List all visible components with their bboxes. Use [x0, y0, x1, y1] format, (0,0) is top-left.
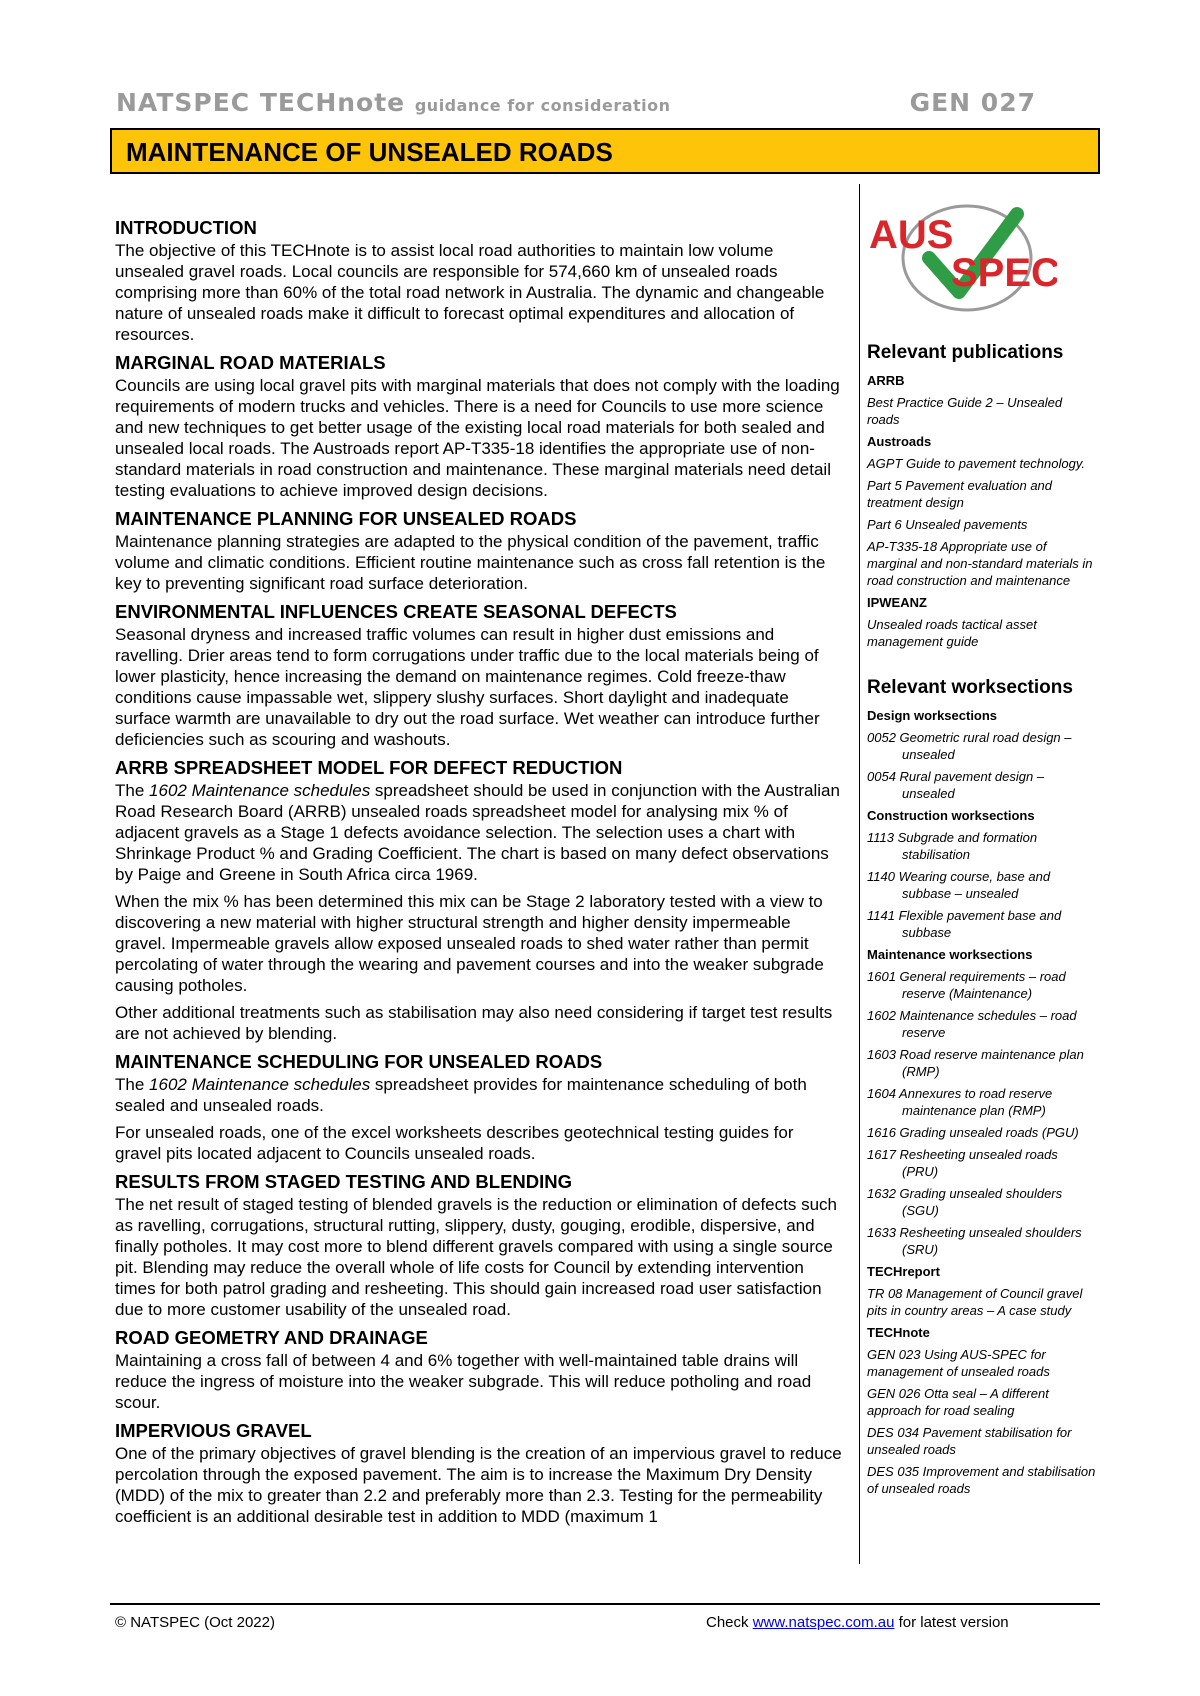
- worksection-item: 1604 Annexures to road reserve maintenance plan (RMP): [867, 1086, 1053, 1118]
- footer-check-text: Check: [706, 1614, 753, 1631]
- page-header: [116, 88, 1036, 120]
- section-paragraph: Councils are using local gravel pits with marginal materials that does not comply with the loading requirements of modern trucks and vehicles. There is a need for Councils to use more science and new techniques to get better usage of the existing local road materials for both sealed and unsealed local roads. The Austroads report AP-T335-18 identifies the appropriate use of non-standard materials in road construction and maintenance. These marginal materials need detail testing evaluations to achieve improved design decisions.: [115, 376, 840, 500]
- section-heading: ARRB SPREADSHEET MODEL FOR DEFECT REDUCTION: [115, 757, 623, 778]
- section-paragraph: For unsealed roads, one of the excel worksheets describes geotechnical testing guides for gravel pits located adjacent to Councils unsealed roads.: [115, 1123, 794, 1163]
- publications-list: [867, 372, 1097, 650]
- paragraph-text: spreadsheet should be used in conjunction with the Australian Road Research Board (ARRB) unsealed roads spreadsheet model for analysing mix % of adjacent gravels as a Stage 1 defects avoidance selection. The selection uses a chart with Shrinkage Product % and Grading Coefficient. The chart is based on many defect observations by Paige and Greene in South Africa circa 1969.: [115, 781, 840, 884]
- worksection-item: 1113 Subgrade and formation stabilisation: [867, 830, 1038, 862]
- worksection-group: Maintenance worksections: [867, 947, 1033, 962]
- publisher-name: Austroads: [867, 434, 932, 449]
- page-title: MAINTENANCE OF UNSEALED ROADS: [126, 137, 613, 167]
- publication-item: AGPT Guide to pavement technology.: [867, 456, 1085, 471]
- section-paragraph: The objective of this TECHnote is to assist local road authorities to maintain low volume unsealed gravel roads. Local councils are responsible for 574,660 km of unsealed roads comprising more than 60% of the total road network in Australia. The dynamic and changeable nature of unsealed roads make it difficult to forecast optimal expenditures and allocation of resources.: [115, 241, 825, 344]
- report-item: DES 035 Improvement and stabilisation of unsealed roads: [867, 1464, 1096, 1496]
- publication-item: Part 5 Pavement evaluation and treatment design: [867, 478, 1053, 510]
- section-paragraph: Maintaining a cross fall of between 4 and 6% together with well-maintained table drains will reduce the ingress of moisture into the weaker subgrade. This will reduce potholing and road scour.: [115, 1351, 812, 1412]
- worksection-reference: 1602 Maintenance schedules: [149, 1075, 371, 1094]
- section-paragraph: When the mix % has been determined this mix can be Stage 2 laboratory tested with a view to discovering a new material with higher structural strength and higher density impermeable gravel. Impermeable gravels allow exposed unsealed roads to shed water rather than permit percolating of water through the wearing and pavement courses and into the weaker subgrade causing potholes.: [115, 892, 824, 995]
- column-divider: [859, 184, 860, 1564]
- publication-item: Part 6 Unsealed pavements: [867, 517, 1028, 532]
- footer-tail-text: for latest version: [894, 1614, 1009, 1631]
- paragraph-text: spreadsheet provides for maintenance scheduling of both sealed and unsealed roads.: [115, 1075, 807, 1115]
- footer-copyright: © NATSPEC (Oct 2022): [115, 1614, 275, 1631]
- document-code: GEN 027: [909, 88, 1036, 117]
- section-paragraph: [115, 780, 843, 885]
- worksection-item: 1602 Maintenance schedules – road reserve: [867, 1008, 1077, 1040]
- paragraph-text: The: [115, 781, 150, 800]
- section-paragraph: Other additional treatments such as stabilisation may also need considering if target test results are not achieved by blending.: [115, 1003, 833, 1043]
- natspec-link[interactable]: www.natspec.com.au: [752, 1614, 895, 1631]
- aus-spec-logo: [867, 200, 1057, 320]
- report-item: TR 08 Management of Council gravel pits in country areas – A case study: [867, 1286, 1083, 1318]
- worksection-item: 1140 Wearing course, base and subbase – unsealed: [867, 869, 1051, 901]
- publications-heading: Relevant publications: [867, 342, 1064, 363]
- worksection-item: 1633 Resheeting unsealed shoulders (SRU): [867, 1225, 1082, 1257]
- report-item: DES 034 Pavement stabilisation for unsealed roads: [867, 1425, 1072, 1457]
- section-heading: MAINTENANCE SCHEDULING FOR UNSEALED ROADS: [115, 1051, 603, 1072]
- worksection-group: Construction worksections: [867, 808, 1035, 823]
- section-heading: ENVIRONMENTAL INFLUENCES CREATE SEASONAL DEFECTS: [115, 601, 677, 622]
- worksection-reference: 1602 Maintenance schedules: [149, 781, 371, 800]
- logo-text-spec: SPEC: [951, 251, 1057, 295]
- sidebar: [867, 200, 1097, 1502]
- worksection-item: 1617 Resheeting unsealed roads (PRU): [867, 1147, 1058, 1179]
- worksection-item: 1632 Grading unsealed shoulders (SGU): [867, 1186, 1063, 1218]
- section-paragraph: The net result of staged testing of blended gravels is the reduction or elimination of defects such as ravelling, corrugations, structural rutting, slippery, dusty, gouging, erodible, dispersive, and finally potholes. It may cost more to blend different gravels compared with using a single source pit. Blending may reduce the overall whole of life costs for Council by extending intervention times for both patrol grading and resheeting. This should gain increased road user satisfaction due to more customer usability of the unsealed road.: [115, 1195, 837, 1319]
- publication-item: Best Practice Guide 2 – Unsealed roads: [867, 395, 1063, 427]
- section-heading: IMPERVIOUS GRAVEL: [115, 1420, 312, 1441]
- section-heading: INTRODUCTION: [115, 217, 257, 238]
- section-paragraph: [115, 1074, 843, 1116]
- worksections-heading: Relevant worksections: [867, 677, 1073, 698]
- worksection-item: 0054 Rural pavement design – unsealed: [867, 769, 1045, 801]
- publisher-name: ARRB: [867, 373, 905, 388]
- worksection-item: 1601 General requirements – road reserve (Maintenance): [867, 969, 1066, 1001]
- report-item: GEN 026 Otta seal – A different approach for road sealing: [867, 1386, 1049, 1418]
- brand-subtitle: guidance for consideration: [414, 96, 671, 115]
- report-group: TECHreport: [867, 1264, 940, 1279]
- publisher-name: IPWEANZ: [867, 595, 927, 610]
- logo-text-aus: AUS: [869, 213, 954, 257]
- section-paragraph: Seasonal dryness and increased traffic volumes can result in higher dust emissions and ravelling. Drier areas tend to form corrugations under traffic due to the local materials being of lower plasticity, hence increasing the demand on maintenance regimes. Cold freeze-thaw conditions cause impassable wet, slippery slushy surfaces. Short daylight and inadequate surface warmth are unavailable to dry out the road surface. Wet weather can introduce further deficiencies such as scouring and washouts.: [115, 625, 820, 749]
- paragraph-text: The: [115, 1075, 150, 1094]
- section-heading: MARGINAL ROAD MATERIALS: [115, 352, 386, 373]
- publication-item: AP-T335-18 Appropriate use of marginal and non-standard materials in road construction and maintenance: [867, 539, 1093, 588]
- section-paragraph: One of the primary objectives of gravel blending is the creation of an impervious gravel to reduce percolation through the exposed pavement. The aim is to increase the Maximum Dry Density (MDD) of the mix to greater than 2.2 and preferably more than 2.3. Testing for the permeability coefficient is an additional desirable test in addition to MDD (maximum 1: [115, 1444, 842, 1526]
- section-heading: RESULTS FROM STAGED TESTING AND BLENDING: [115, 1171, 573, 1192]
- worksection-item: 1603 Road reserve maintenance plan (RMP): [867, 1047, 1084, 1079]
- worksection-item: 0052 Geometric rural road design – unsealed: [867, 730, 1072, 762]
- worksections-list: [867, 707, 1097, 1497]
- aus-spec-logo-graphic: [867, 200, 1057, 320]
- brand-name: NATSPEC TECHnote: [116, 88, 406, 117]
- section-heading: ROAD GEOMETRY AND DRAINAGE: [115, 1327, 428, 1348]
- report-item: GEN 023 Using AUS-SPEC for management of unsealed roads: [867, 1347, 1050, 1379]
- section-paragraph: Maintenance planning strategies are adapted to the physical condition of the pavement, traffic volume and climatic conditions. Efficient routine maintenance such as cross fall retention is the key to preventing significant road surface deterioration.: [115, 532, 826, 593]
- section-heading: MAINTENANCE PLANNING FOR UNSEALED ROADS: [115, 508, 577, 529]
- brand-title: [116, 88, 671, 117]
- main-content: [115, 216, 843, 1533]
- publication-item: Unsealed roads tactical asset management guide: [867, 617, 1037, 649]
- footer-divider: [110, 1603, 1100, 1605]
- report-group: TECHnote: [867, 1325, 930, 1340]
- worksection-item: 1141 Flexible pavement base and subbase: [867, 908, 1062, 940]
- worksection-item: 1616 Grading unsealed roads (PGU): [867, 1125, 1079, 1140]
- footer-version-note: [706, 1614, 1009, 1631]
- worksection-group: Design worksections: [867, 708, 998, 723]
- title-bar: [110, 128, 1100, 174]
